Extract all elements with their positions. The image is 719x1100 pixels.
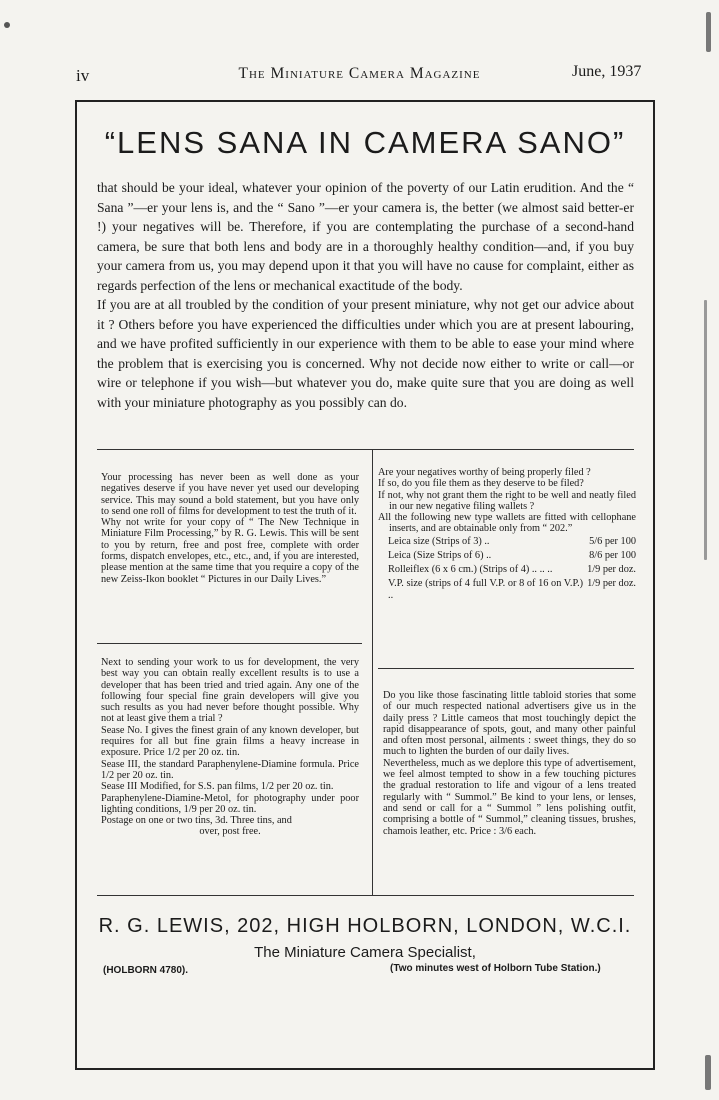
page-edge-mark — [706, 12, 711, 52]
developers-block — [101, 657, 359, 838]
intro-paragraph: If you are at all troubled by the condition of your present miniature, why not get our advice about it ? Others before you have experienced the difficulties under which you are at present labouring, and we have profited sufficiently in our experience with them to be able to ease your mind where the problem that is exercising you is concerned. Why not decide now either to write or call—or wire or telephone if you wish—but whatever you do, make quite sure that you are doing as well with your miniature photography as you possibly can do. — [97, 297, 634, 410]
summol-block — [383, 690, 636, 837]
divider-horizontal — [97, 449, 634, 450]
developers-paragraph: Next to sending your work to us for development, the very best way you can obtain really excellent results is to use a developer that has been tried and tried again. Any one of the following four special fine grain developers will give you such results as you had never before thought possible. Why not at least give them a trial ? — [101, 657, 359, 725]
processing-paragraph: Why not write for your copy of “ The New Technique in Miniature Film Processing,” by R. G. Lewis. This will be sent to you by return, free and post free, complete with order forms, dispatch envelopes, etc., etc., and, if you are interested, please mention at the same time that you require a copy of the new Zeiss-Ikon booklet “ Pictures in our Daily Lives.” — [101, 517, 359, 585]
print-speck — [4, 22, 10, 28]
page-edge-mark — [704, 300, 707, 560]
issue-date: June, 1937 — [572, 63, 642, 80]
intro-paragraph: that should be your ideal, whatever your opinion of the poverty of our Latin erudition. And the “ Sana ”—er your lens is, and the “ Sano ”—er your camera is, the better (we almost said better-er !) your negatives will be. Therefore, if you are contemplating the purchase of a second-hand camera, be sure that both lens and body are in a thoroughly healthy condition—and, if you buy your camera from us, you may depend upon it that you will have no cause for complaint, either as regards perfection of the lens or mechanical exactitude of the body. — [97, 180, 634, 293]
divider-right-column — [378, 668, 634, 669]
processing-block — [101, 472, 359, 585]
wallet-price-table — [378, 535, 636, 603]
telephone-number: (HOLBORN 4780). — [103, 965, 189, 976]
wallets-line: All the following new type wallets are fitted with cellophane inserts, and are obtainable only from “ 202.” — [378, 512, 636, 535]
price-row — [378, 577, 636, 603]
developers-paragraph: Sease No. I gives the finest grain of any known developer, but requires for all but fine grain films a heavy increase in exposure. Price 1/2 per 20 oz. tin. — [101, 724, 359, 759]
headline: “LENS SANA IN CAMERA SANO” — [104, 125, 626, 160]
wallets-line: If so, do you file them as they deserve to be filed? — [378, 478, 584, 490]
price-item: V.P. size (strips of 4 full V.P. or 8 of 16 on V.P.) .. — [388, 577, 584, 601]
postage-line: over, post free. — [199, 826, 261, 838]
developers-paragraph: Paraphenylene-Diamine-Metol, for photography under poor lighting conditions, 1/9 per 20 oz. tin. — [101, 792, 359, 815]
wallets-line: If not, why not grant them the right to be well and neatly filed in our new negative filing wallets ? — [378, 489, 636, 512]
price-row — [378, 535, 636, 549]
company-tagline: The Miniature Camera Specialist, — [254, 944, 476, 961]
wallets-line: Are your negatives worthy of being properly filed ? — [378, 467, 591, 478]
page-edge-mark — [705, 1055, 711, 1090]
company-name-address: R. G. LEWIS, 202, HIGH HOLBORN, LONDON, W.C.I. — [98, 915, 632, 937]
price-row — [378, 563, 636, 577]
postage-line: Postage on one or two tins, 3d. Three tins, and — [101, 815, 292, 827]
price-item: Leica (Size Strips of 6) .. — [388, 549, 492, 561]
divider-vertical — [372, 449, 373, 895]
price-row — [378, 549, 636, 563]
summol-paragraph: Nevertheless, much as we deplore this type of advertisement, we feel almost tempted to show in a few touching pictures the gradual restoration to life and vigour of a lens treated regularly with “ Summol.” Be kind to your lens, or lenses, and send or call for a “ Summol ” lens polishing outfit, comprising a bottle of “ Summol,” cleaning tissues, brushes, chamois leather, etc. Price : 3/6 each. — [383, 757, 636, 837]
price-value: 1/9 per doz. — [587, 563, 636, 575]
developers-paragraph: Sease III, the standard Paraphenylene-Diamine formula. Price 1/2 per 20 oz. tin. — [101, 758, 359, 781]
magazine-title: The Miniature Camera Magazine — [238, 65, 481, 82]
processing-paragraph: Your processing has never been as well done as your negatives deserve if you have never yet used our developing service. This may sound a bold statement, but you have only to send one roll of films for development to test the truth of it. — [101, 472, 359, 517]
divider-footer — [97, 895, 634, 896]
price-item: Rolleiflex (6 x 6 cm.) (Strips of 4) .. .. .. — [388, 563, 553, 575]
intro-text — [97, 178, 634, 412]
wallets-block — [378, 467, 636, 603]
price-value: 1/9 per doz. — [587, 577, 636, 589]
divider-left-column — [97, 643, 362, 644]
summol-paragraph: Do you like those fascinating little tabloid stories that some of our much respected national advertisers give us in the daily press ? Little cameos that most touchingly depict the rapid disappearance of spots, gout, and many other painful and often most personal, ailments : sweet things, they do so much to lighten the burden of our daily lives. — [383, 690, 636, 758]
page-number: iv — [76, 66, 90, 85]
price-value: 5/6 per 100 — [589, 535, 636, 547]
price-item: Leica size (Strips of 3) .. — [388, 535, 490, 547]
directions-note: (Two minutes west of Holborn Tube Station.) — [390, 963, 601, 974]
developers-paragraph: Sease III Modified, for S.S. pan films, 1/2 per 20 oz. tin. — [101, 781, 334, 793]
price-value: 8/6 per 100 — [589, 549, 636, 561]
